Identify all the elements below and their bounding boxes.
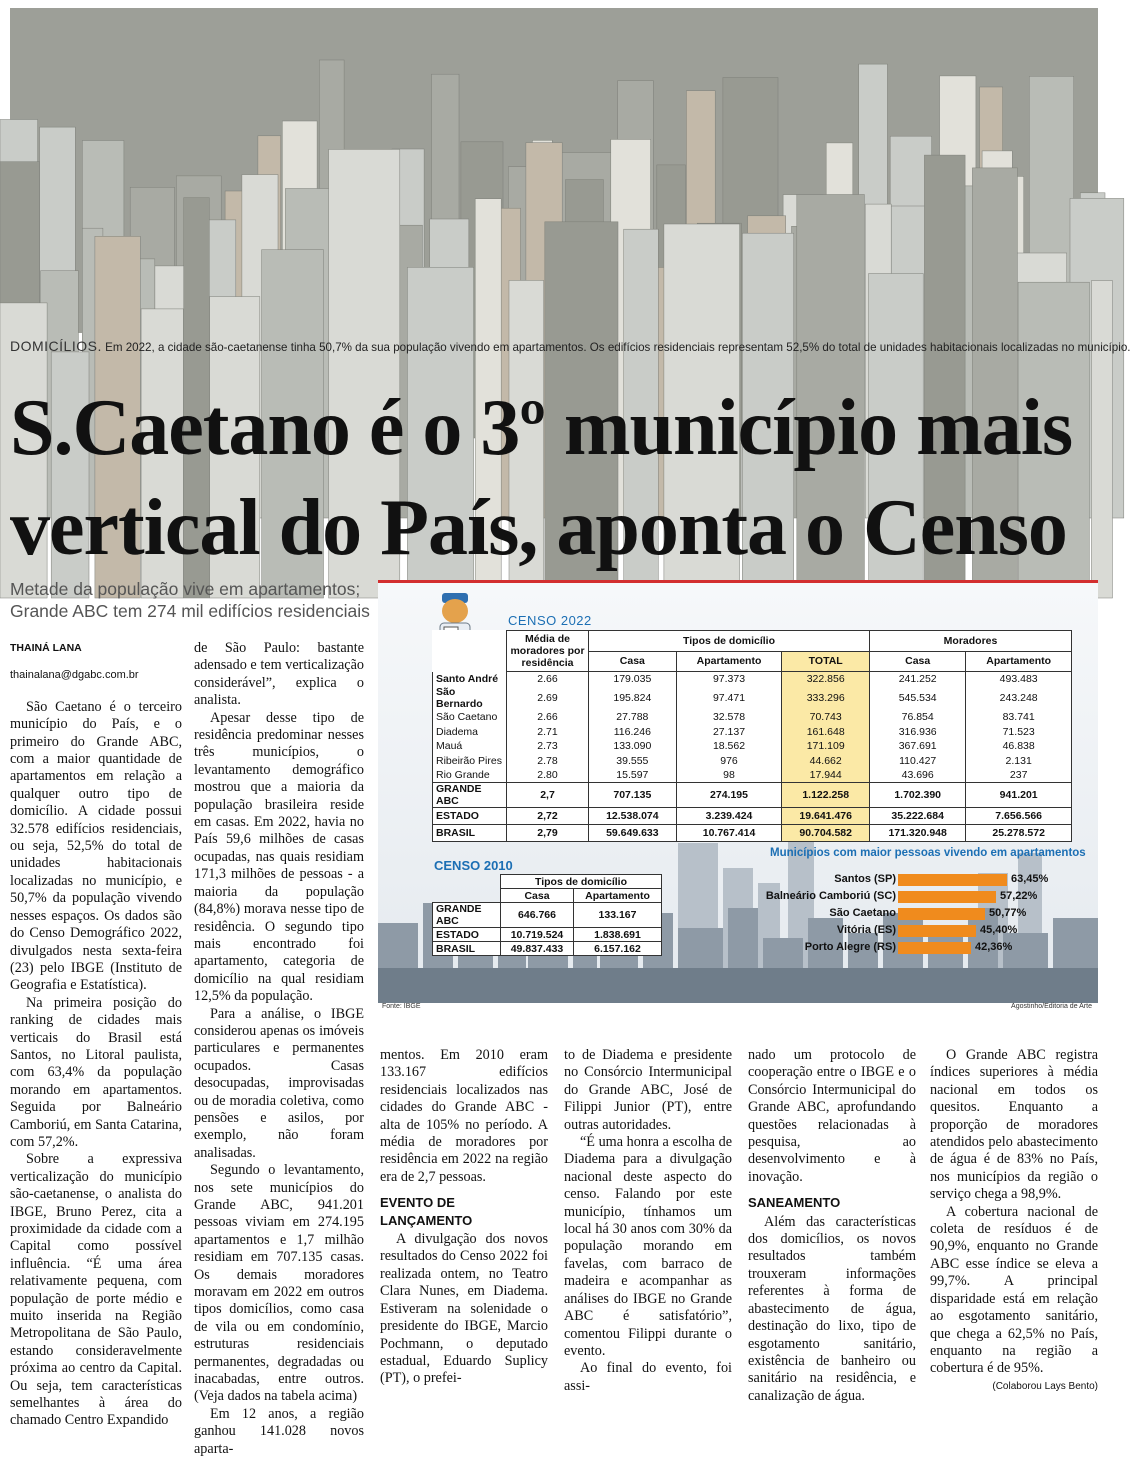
cell-moradores-casa: 316.936 <box>870 725 966 740</box>
art-credit: Agostinho/Editoria de Arte <box>1011 1003 1092 1010</box>
cell-moradores-casa: 1.702.390 <box>870 783 966 808</box>
headline-line-2: vertical do País, aponta o Censo <box>10 484 1067 572</box>
cell-moradores-apartamento: 71.523 <box>966 725 1072 740</box>
blank-header-cell <box>433 631 507 672</box>
cell-media: 2.73 <box>507 739 589 754</box>
header-tipos-2010: Tipos de domicílio <box>501 875 662 889</box>
paragraph: Além das características dos domicílios, os novos resultados também trouxeram informações referentes à forma de abastecimento de água, destinação do lixo, tipo de esgotamento sanitário, existência de banheiro ou sanitário na residência, e canalização de água. <box>748 1213 916 1404</box>
paragraph: to de Diadema e presidente no Consórcio Intermunicipal do Grande ABC, José de Filippi Junior (PT), entre outras autoridades. <box>564 1047 732 1133</box>
paragraph: São Caetano é o terceiro município do País, e o primeiro do Grande ABC, com a maior quantidade de apartamentos em relação a qualquer outro tipo de domicílio. A cidade possui 32.578 edifícios residenciais, ou seja, 52,5% do total de unidades habitacionais localizadas no município, e 50,7% da população vivendo nesses espaços. Os dados são do Censo Demográfico 2022, divulgados nesta sexta-feira (23) pelo IBGE (Instituto de Geografia e Estatística). <box>10 698 182 994</box>
cell-casa: 133.090 <box>589 739 677 754</box>
cell-total: 161.648 <box>782 725 870 740</box>
cell-moradores-apartamento: 941.201 <box>966 783 1072 808</box>
table-row <box>433 672 1072 687</box>
cell-moradores-casa: 241.252 <box>870 672 966 687</box>
bar <box>898 891 996 903</box>
cell-apartamento: 133.167 <box>574 903 662 928</box>
cell-total: 44.662 <box>782 754 870 769</box>
bar-value-label: 42,36% <box>975 941 1013 953</box>
cell-apartamento: 97.373 <box>676 672 782 687</box>
article-column-4 <box>564 1047 732 1395</box>
cell-casa: 179.035 <box>589 672 677 687</box>
cell-apartamento: 976 <box>676 754 782 769</box>
bar-label: Vitória (ES) <box>836 924 896 936</box>
paragraph: A divulgação dos novos resultados do Censo 2022 foi realizada ontem, no Teatro Clara Nunes, em Diadema. Estiveram na solenidade o presidente do IBGE, Marcio Pochmann, o deputado estadual, Eduardo Suplicy (PT), o prefei- <box>380 1231 548 1387</box>
byline-author: THAINÁ LANA <box>10 642 82 654</box>
section-heading: EVENTO DE LANÇAMENTO <box>380 1195 473 1228</box>
cell-moradores-casa: 367.691 <box>870 739 966 754</box>
bar-value-label: 50,77% <box>989 907 1027 919</box>
cell-media: 2.66 <box>507 710 589 725</box>
row-name: Ribeirão Pires <box>433 754 507 769</box>
caption-tag: DOMICÍLIOS. <box>10 338 102 354</box>
cell-moradores-apartamento: 243.248 <box>966 686 1072 710</box>
cell-total: 322.856 <box>782 672 870 687</box>
cell-media: 2.66 <box>507 672 589 687</box>
header-apartamento: Apartamento <box>676 651 782 672</box>
blank-header-cell <box>433 889 501 903</box>
table-row <box>433 928 662 942</box>
cell-moradores-casa: 76.854 <box>870 710 966 725</box>
header-moradores: Moradores <box>870 631 1072 652</box>
row-name: GRANDE ABC <box>433 903 501 928</box>
cell-total: 17.944 <box>782 768 870 783</box>
headline-line-1: S.Caetano é o 3º município mais <box>10 384 1073 472</box>
cell-apartamento: 97.471 <box>676 686 782 710</box>
header-apartamento-2010: Apartamento <box>574 889 662 903</box>
cell-casa: 707.135 <box>589 783 677 808</box>
cell-apartamento: 3.239.424 <box>676 808 782 825</box>
cell-casa: 12.538.074 <box>589 808 677 825</box>
bar-row <box>829 907 1098 921</box>
cell-media: 2.80 <box>507 768 589 783</box>
row-name: BRASIL <box>433 942 501 956</box>
table-row <box>433 739 1072 754</box>
header-total: TOTAL <box>782 651 870 672</box>
header-casa-2010: Casa <box>501 889 574 903</box>
cell-moradores-apartamento: 237 <box>966 768 1072 783</box>
row-name: Mauá <box>433 739 507 754</box>
cell-casa: 116.246 <box>589 725 677 740</box>
cell-moradores-casa: 43.696 <box>870 768 966 783</box>
cell-apartamento: 6.157.162 <box>574 942 662 956</box>
blank-header-cell <box>433 875 501 889</box>
cell-moradores-casa: 545.534 <box>870 686 966 710</box>
article-column-6 <box>930 1047 1098 1395</box>
cell-moradores-apartamento: 25.278.572 <box>966 825 1072 842</box>
bar <box>898 874 1007 886</box>
cell-apartamento: 27.137 <box>676 725 782 740</box>
cell-casa: 646.766 <box>501 903 574 928</box>
source-note: Fonte: IBGE <box>382 1003 421 1010</box>
article-column-3 <box>380 1047 548 1388</box>
subheadline: Metade da população vive em apartamentos; Grande ABC tem 274 mil edifícios residenciais <box>10 579 370 621</box>
cell-casa: 59.649.633 <box>589 825 677 842</box>
paragraph: mentos. Em 2010 eram 133.167 edifícios residenciais localizados nas cidades do Grande ABC - alta de 105% no período. A média de moradores por residência em 2022 na região era de 2,7 pessoas. <box>380 1047 548 1185</box>
cell-casa: 49.837.433 <box>501 942 574 956</box>
contributor-credit: (Colaborou Lays Bento) <box>992 1380 1098 1392</box>
row-name: Rio Grande <box>433 768 507 783</box>
caption-text: Em 2022, a cidade são-caetanense tinha 50,7% da sua população vivendo em apartamentos. Os edifícios residenciais representam 52,5% do total de unidades habitacionais localizadas no município. <box>105 341 1131 354</box>
bar-row <box>804 941 1098 955</box>
paragraph: O Grande ABC registra índices superiores à média nacional em todos os quesitos. Enquanto a proporção de moradores atendidos pelo abastecimento de água é de 83% no País, nos municípios da região o serviço chega a 98,9%. <box>930 1047 1098 1203</box>
bar <box>898 942 971 954</box>
table-row <box>433 768 1072 783</box>
table-row <box>433 710 1072 725</box>
row-name: GRANDE ABC <box>433 783 507 808</box>
paragraph: Em 12 anos, a região ganhou 141.028 novos aparta- <box>194 1405 364 1457</box>
paragraph: A cobertura nacional de coleta de resíduos é de 90,9%, enquanto no Grande ABC esse índice se eleva a 99,7%. A principal disparidade está em relação ao esgotamento sanitário, que chega a 62,5% no País, enquanto na região a cobertura é de 95%. <box>930 1203 1098 1377</box>
cell-apartamento: 1.838.691 <box>574 928 662 942</box>
census-2010-table <box>432 874 662 956</box>
cell-moradores-apartamento: 46.838 <box>966 739 1072 754</box>
bar-label: São Caetano <box>829 907 896 919</box>
row-name: São Bernardo <box>433 686 507 710</box>
bar <box>898 908 985 920</box>
cell-media: 2.78 <box>507 754 589 769</box>
bar-label: Balneário Camboriú (SC) <box>765 890 896 902</box>
article-column-5 <box>748 1047 916 1405</box>
census-2022-table <box>432 630 1072 842</box>
paragraph: Na primeira posição do ranking de cidades mais verticais do Brasil está Santos, no Litoral paulista, com 63,4% da população morando em apartamentos. Seguida por Balneário Camboriú, em Santa Catarina, com 57,2%. <box>10 994 182 1150</box>
cell-moradores-apartamento: 493.483 <box>966 672 1072 687</box>
paragraph: nado um protocolo de cooperação entre o IBGE e o Consórcio Intermunicipal do Grande ABC, aprofundando questões relacionadas à pesquisa, ao desenvolvimento e à inovação. <box>748 1047 916 1185</box>
census-infographic <box>378 580 1098 1012</box>
row-name: São Caetano <box>433 710 507 725</box>
table-row-aggregate <box>433 808 1072 825</box>
bar-row <box>765 890 1098 904</box>
cell-total: 171.109 <box>782 739 870 754</box>
cell-casa: 39.555 <box>589 754 677 769</box>
cell-media: 2,7 <box>507 783 589 808</box>
cell-media: 2.69 <box>507 686 589 710</box>
table-row <box>433 903 662 928</box>
cell-total: 1.122.258 <box>782 783 870 808</box>
cell-apartamento: 18.562 <box>676 739 782 754</box>
city-skyline-illustration <box>10 8 1098 333</box>
cell-apartamento: 10.767.414 <box>676 825 782 842</box>
cell-casa: 15.597 <box>589 768 677 783</box>
cell-moradores-apartamento: 2.131 <box>966 754 1072 769</box>
census-2022-title: CENSO 2022 <box>508 613 592 628</box>
header-media: Média de moradores por residência <box>507 631 589 672</box>
header-tipos: Tipos de domicílio <box>589 631 870 652</box>
cell-moradores-apartamento: 7.656.566 <box>966 808 1072 825</box>
paragraph: Segundo o levantamento, nos sete municípios do Grande ABC, 941.201 pessoas viviam em 274.195 apartamentos e 1,7 milhão residiam em 707.135 casas. Os demais moradores moravam em 2022 em outros tipos domicílios, como casa de vila ou em condomínio, estruturas residenciais permanentes, degradadas ou inacabadas, entre outros. (Veja dados na tabela acima) <box>194 1162 364 1405</box>
cell-apartamento: 274.195 <box>676 783 782 808</box>
cell-apartamento: 98 <box>676 768 782 783</box>
section-heading: SANEAMENTO <box>748 1195 841 1211</box>
row-name: ESTADO <box>433 928 501 942</box>
census-2010-title: CENSO 2010 <box>434 858 513 873</box>
cell-total: 90.704.582 <box>782 825 870 842</box>
byline-email[interactable]: thainalana@dgabc.com.br <box>10 669 139 682</box>
cell-media: 2.71 <box>507 725 589 740</box>
row-name: BRASIL <box>433 825 507 842</box>
cell-casa: 10.719.524 <box>501 928 574 942</box>
header-moradores-casa: Casa <box>870 651 966 672</box>
table-row <box>433 754 1072 769</box>
header-casa: Casa <box>589 651 677 672</box>
paragraph: Sobre a expressiva verticalização do município são-caetanense, o analista do IBGE, Bruno Perez, cita a proximidade da cidade com a Capital como possível influência. “É uma área relativamente pequena, com população de porte médio e muito inserida na Região Metropolitana de São Paulo, estando consideravelmente próxima ao centro da Capital. Ou seja, tem características semelhantes à área do chamado Centro Expandido <box>10 1151 182 1429</box>
table-row <box>433 725 1072 740</box>
bar-value-label: 45,40% <box>980 924 1018 936</box>
table-row <box>433 942 662 956</box>
photo-caption <box>10 338 1131 354</box>
cell-moradores-apartamento: 83.741 <box>966 710 1072 725</box>
cell-total: 333.296 <box>782 686 870 710</box>
paragraph: de São Paulo: bastante adensado e tem verticalização considerável”, explica o analista. <box>194 640 364 709</box>
bar-label: Santos (SP) <box>834 873 896 885</box>
cell-total: 70.743 <box>782 710 870 725</box>
cell-moradores-casa: 110.427 <box>870 754 966 769</box>
table-row <box>433 686 1072 710</box>
paragraph: Apesar desse tipo de residência predominar nesses três municípios, o levantamento demográfico mostrou que a maioria da população brasileira reside em casas. Em 2022, havia no País 59,6 milhões de casas ocupadas, nas quais residiam 171,3 milhões de pessoas - a maioria da população (84,8%) morava nesse tipo de residência. O segundo tipo mais encontrado foi apartamento, categoria de domicílio na qual residiam 12,5% da população. <box>194 709 364 1005</box>
cell-moradores-casa: 35.222.684 <box>870 808 966 825</box>
headline <box>10 378 1102 578</box>
bar-row <box>836 924 1098 938</box>
header-moradores-apartamento: Apartamento <box>966 651 1072 672</box>
table-row-aggregate <box>433 783 1072 808</box>
row-name: ESTADO <box>433 808 507 825</box>
chart-title: Municípios com maior pessoas vivendo em apartamentos <box>770 847 1086 859</box>
bar-label: Porto Alegre (RS) <box>804 941 896 953</box>
cell-moradores-casa: 171.320.948 <box>870 825 966 842</box>
cell-casa: 27.788 <box>589 710 677 725</box>
row-name: Santo André <box>433 672 507 687</box>
cell-media: 2,72 <box>507 808 589 825</box>
bar-value-label: 63,45% <box>1011 873 1049 885</box>
paragraph: Para a análise, o IBGE considerou apenas os imóveis particulares e permanentes ocupados. Casas desocupadas, improvisadas ou de moradia coletiva, como pensões e asilos, por exemplo, não foram analisadas. <box>194 1005 364 1161</box>
city-photo <box>10 8 1098 333</box>
row-name: Diadema <box>433 725 507 740</box>
article-column-1 <box>10 640 182 1430</box>
cell-media: 2,79 <box>507 825 589 842</box>
article-column-2 <box>194 640 364 1458</box>
cell-total: 19.641.476 <box>782 808 870 825</box>
cell-casa: 195.824 <box>589 686 677 710</box>
bar-value-label: 57,22% <box>1000 890 1038 902</box>
paragraph: “É uma honra a escolha de Diadema para a divulgação nacional deste aspecto do censo. Falando por este município, tínhamos um local há 30 anos com 30% da população morando em favelas, com barraco de madeira e acompanhar as análises do IBGE no Grande ABC é satisfatório”, comentou Filippi durante o evento. <box>564 1134 732 1359</box>
cell-apartamento: 32.578 <box>676 710 782 725</box>
table-row-aggregate <box>433 825 1072 842</box>
bar-row <box>834 873 1098 887</box>
bar <box>898 925 976 937</box>
paragraph: Ao final do evento, foi assi- <box>564 1360 732 1394</box>
